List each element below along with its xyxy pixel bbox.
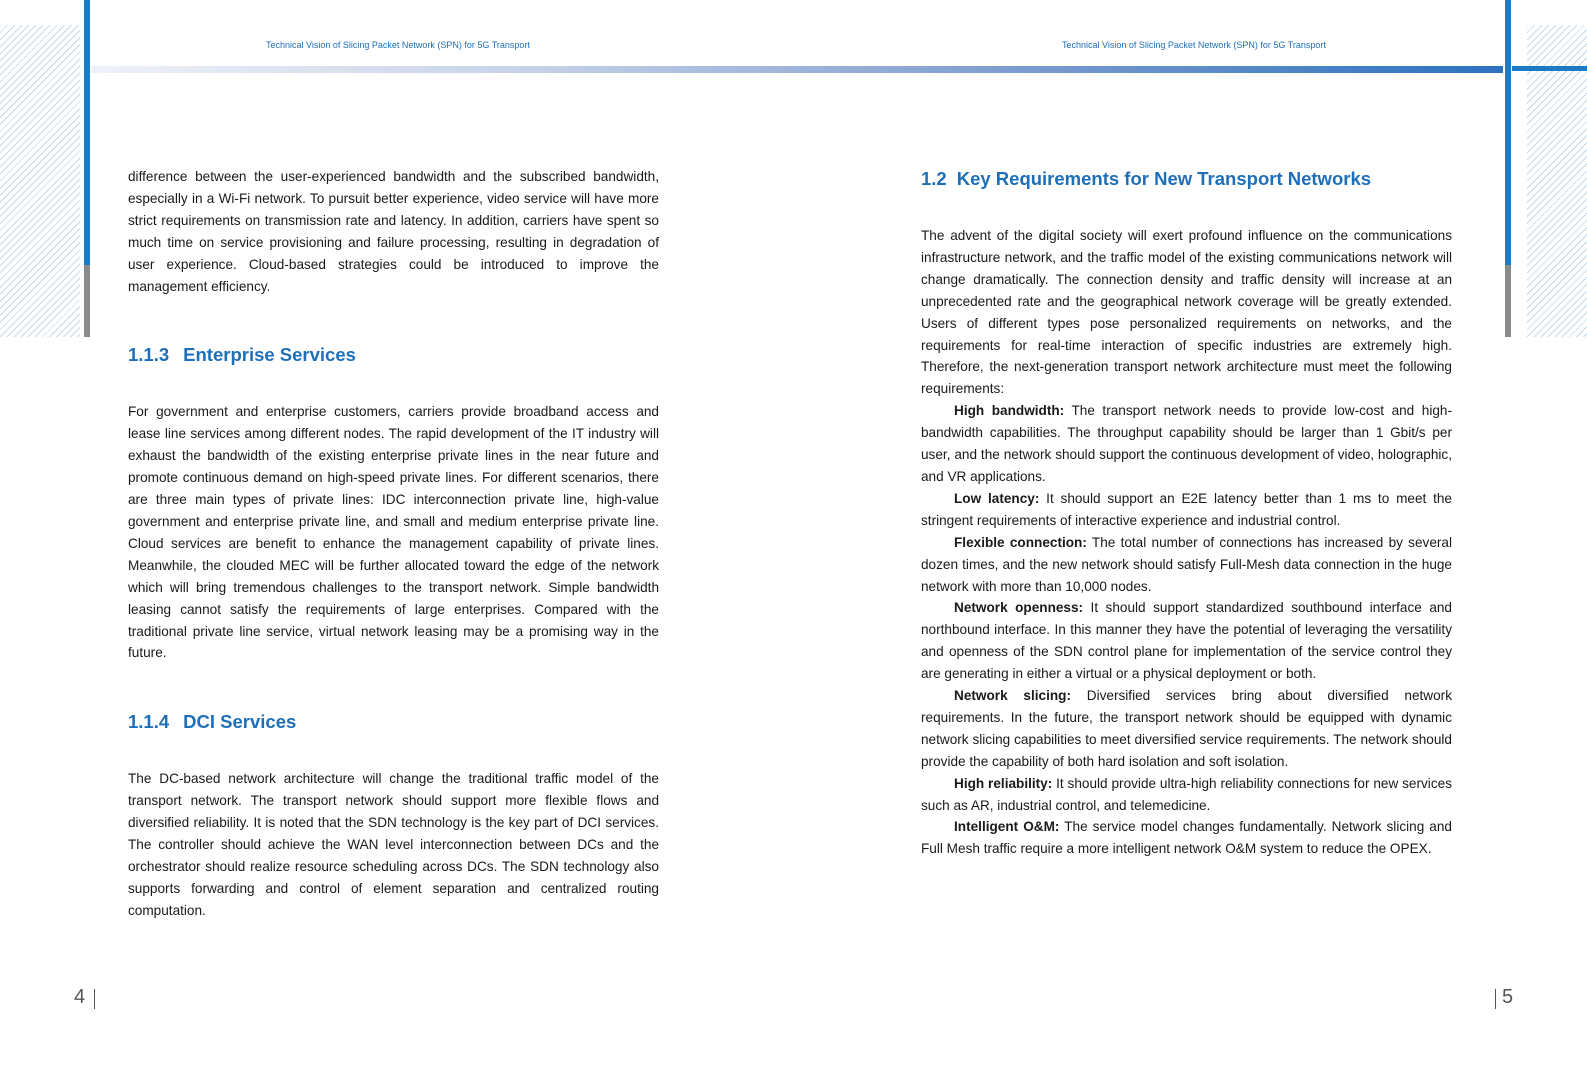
right-blue-sidebar [1505,0,1511,265]
requirement-label: Low latency: [954,490,1040,506]
page-number-divider-left [94,989,95,1009]
requirement-item [921,400,1452,488]
section-heading-1-2 [921,166,1452,192]
left-page-column [128,166,659,922]
header-rule-stub [1512,66,1587,71]
requirement-text: Diversified services bring about diversified network requirements. In the future, the transport network should be equipped with dynamic network slicing capabilities to meet diversified service requirements. The network should provide the capability of both hard isolation and soft isolation. [921,688,1452,769]
section-title: Enterprise Services [183,344,356,366]
key-requirements-intro: The advent of the digital society will exert profound influence on the communications infrastructure network, and the traffic model of the existing communications network will change dramatically. The connection density and traffic density will increase at an unprecedented rate and the geographical network coverage will be greatly extended. Users of different types pose personalized requirements on networks, and the requirements for real-time interaction of specific industries are extremely high. Therefore, the next-generation transport network architecture must meet the following requirements: [921,228,1452,397]
running-head-right: Technical Vision of Slicing Packet Network (SPN) for 5G Transport [1062,40,1326,50]
section-number: 1.1.4 [128,711,170,733]
requirement-item [921,773,1452,817]
section-title: DCI Services [183,711,297,733]
right-hatch-decoration [1527,25,1587,337]
section-title: Key Requirements for New Transport Networks [956,168,1372,189]
header-rule [91,66,1503,73]
left-blue-sidebar [84,0,90,265]
requirement-text: It should support standardized southbound interface and northbound interface. In this manner they have the potential of leveraging the versatility and openness of the SDN control plane for implementation of the service control they are generating in either a virtual or a physical deployment or both. [921,600,1452,682]
requirement-label: Intelligent O&M: [954,819,1060,835]
requirement-item [921,685,1452,773]
requirement-item [921,597,1452,685]
requirement-text: The total number of connections has increased by several dozen times, and the new network should satisfy Full-Mesh data connection in the huge network with more than 10,000 nodes. [921,534,1452,594]
left-hatch-decoration [0,25,80,337]
page-number-right: 5 [1502,986,1514,1008]
page-number-divider-right [1495,989,1496,1009]
intro-paragraph: difference between the user-experienced bandwidth and the subscribed bandwidth, especially in a Wi-Fi network. To pursuit better experience, video service will have more strict requirements on transmission rate and latency. In addition, carriers have spent so much time on service provisioning and failure processing, resulting in degradation of user experience. Cloud-based strategies could be introduced to improve the management efficiency. [128,169,659,294]
requirement-text: The service model changes fundamentally. Network slicing and Full Mesh traffic require a more intelligent network O&M system to reduce the OPEX. [921,819,1452,857]
requirement-item [921,816,1452,860]
enterprise-services-paragraph: For government and enterprise customers, carriers provide broadband access and lease line services among different nodes. The rapid development of the IT industry will exhaust the bandwidth of the existing enterprise private lines in the near future and promote continuous demand on high-speed private lines. For different scenarios, there are three main types of private lines: IDC interconnection private line, high-value government and enterprise private line, and small and medium enterprise private line. Cloud services are benefit to enhance the management capability of private lines. Meanwhile, the clouded MEC will be further allocated toward the edge of the network which will bring tremendous challenges to the transport network. Simple bandwidth leasing cannot satisfy the requirements of large enterprises. Compared with the traditional private line service, virtual network leasing may be a promising way in the future. [128,404,659,661]
requirement-text: The transport network needs to provide low-cost and high-bandwidth capabilities. The throughput capability should be larger than 1 Gbit/s per user, and the network should support the continuous development of video, holographic, and VR applications. [921,403,1452,484]
requirement-label: Network slicing: [954,688,1071,704]
right-page-column [921,166,1452,860]
dci-services-paragraph: The DC-based network architecture will change the traditional traffic model of the transport network. The transport network should support more flexible flows and diversified reliability. It is noted that the SDN technology is the key part of DCI services. The controller should achieve the WAN level interconnection between DCs and the orchestrator should realize resource scheduling across DCs. The SDN technology also supports forwarding and control of element separation and centralized routing computation. [128,771,659,918]
section-heading-1-1-4 [128,709,659,735]
requirement-item [921,532,1452,598]
requirement-item [921,488,1452,532]
requirement-label: Flexible connection: [954,534,1087,550]
section-number: 1.1.3 [128,344,170,366]
requirement-label: Network openness: [954,600,1084,616]
requirement-text: It should provide ultra-high reliability connections for new services such as AR, industrial control, and telemedicine. [921,775,1452,813]
section-number: 1.2 [921,168,947,189]
requirement-label: High bandwidth: [954,403,1065,419]
section-heading-1-1-3 [128,342,659,368]
left-grey-sidebar [84,265,90,337]
page-number-left: 4 [74,986,86,1008]
running-head-left: Technical Vision of Slicing Packet Network (SPN) for 5G Transport [266,40,530,50]
requirement-label: High reliability: [954,775,1053,791]
requirement-text: It should support an E2E latency better than 1 ms to meet the stringent requirements of interactive experience and industrial control. [921,490,1452,528]
right-grey-sidebar [1505,265,1511,337]
